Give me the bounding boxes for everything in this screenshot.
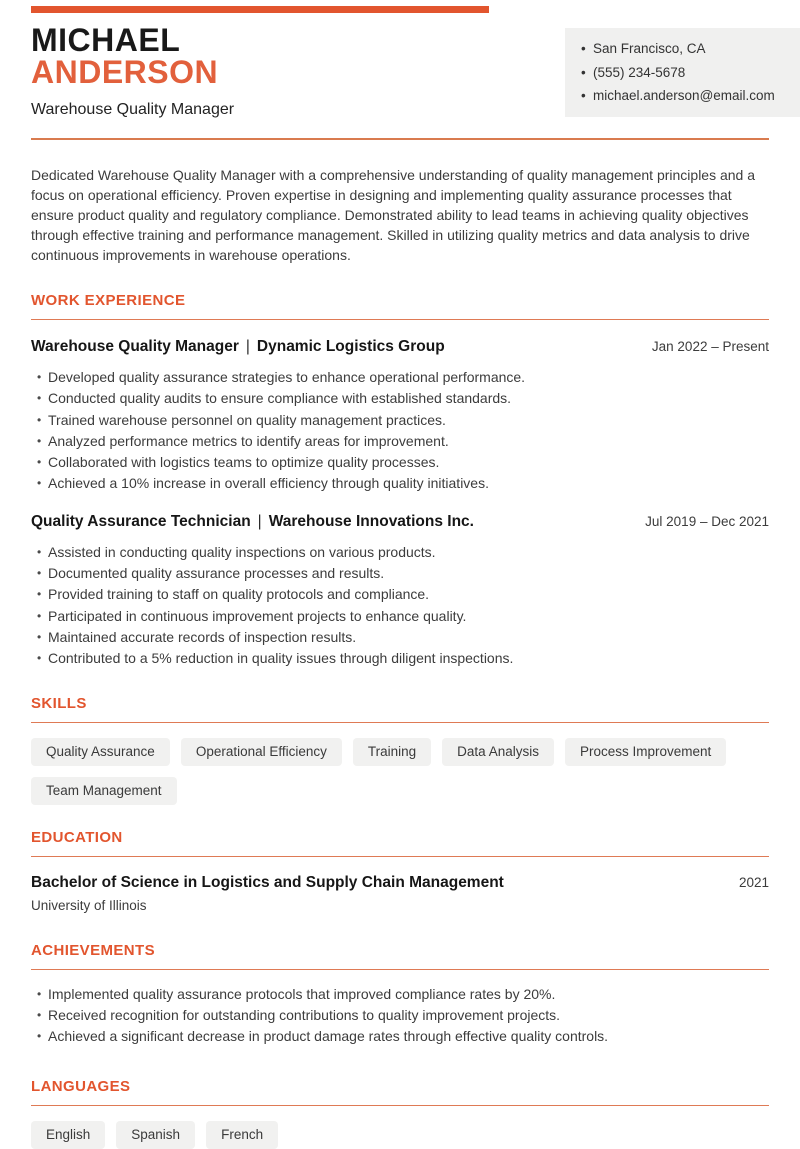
- section-divider: [31, 722, 769, 723]
- job-title-row: [31, 338, 769, 356]
- contact-phone: • (555) 234-5678: [581, 65, 790, 81]
- education-heading: EDUCATION: [31, 828, 123, 846]
- language-chip: Spanish: [116, 1121, 195, 1149]
- header-divider: [31, 138, 769, 140]
- language-chip: English: [31, 1121, 105, 1149]
- skill-chip: Training: [353, 738, 431, 766]
- job-title-row: [31, 513, 769, 531]
- job-bullet: • Documented quality assurance processes and results.: [31, 563, 769, 584]
- skill-chip: Process Improvement: [565, 738, 726, 766]
- job-title: [31, 338, 445, 356]
- section-divider: [31, 319, 769, 320]
- header: [31, 0, 775, 119]
- degree-row: [31, 874, 769, 892]
- job-bullet: • Conducted quality audits to ensure compliance with established standards.: [31, 388, 769, 409]
- language-chip: French: [206, 1121, 278, 1149]
- contact-card: [565, 28, 800, 117]
- role-title: Warehouse Quality Manager: [31, 101, 235, 118]
- languages-chip-row: [31, 1121, 769, 1149]
- job-company: Warehouse Innovations Inc.: [268, 512, 474, 530]
- job-dates: Jan 2022 – Present: [651, 339, 769, 354]
- skill-chip: Quality Assurance: [31, 738, 170, 766]
- education-year: 2021: [738, 874, 769, 890]
- achievement-bullet: • Received recognition for outstanding contributions to quality improvement projects.: [31, 1005, 769, 1026]
- job-position: Warehouse Quality Manager: [31, 338, 239, 355]
- section-work-experience: [31, 292, 769, 670]
- title-separator: |: [257, 512, 262, 530]
- section-divider: [31, 1105, 769, 1106]
- job-bullet: • Maintained accurate records of inspection results.: [31, 627, 769, 648]
- achievement-bullet: • Implemented quality assurance protocols that improved compliance rates by 20%.: [31, 984, 769, 1005]
- skills-chip-row: [31, 738, 769, 805]
- section-education: [31, 829, 769, 913]
- job-bullet-list: [31, 367, 769, 495]
- section-languages: [31, 1078, 769, 1149]
- section-skills: [31, 695, 769, 805]
- job-company: Dynamic Logistics Group: [256, 338, 445, 355]
- work-experience-heading: WORK EXPERIENCE: [31, 292, 186, 309]
- job-bullet: • Trained warehouse personnel on quality management practices.: [31, 410, 769, 431]
- job-bullet: • Achieved a 10% increase in overall efficiency through quality initiatives.: [31, 473, 769, 494]
- achievement-bullet: • Achieved a significant decrease in product damage rates through effective quality controls.: [31, 1026, 769, 1047]
- job-title: [31, 513, 474, 531]
- identity-block: [31, 0, 234, 119]
- school-name: University of Illinois: [31, 897, 147, 913]
- summary-paragraph: Dedicated Warehouse Quality Manager with a comprehensive understanding of quality management principles and a focus on operational efficiency. Proven expertise in designing and implementing quality assurance processes that ensure product quality and regulatory compliance. Demonstrated ability to lead teams in achieving quality objectives through effective training and performance management. Skilled in utilizing quality metrics and data analysis to drive continuous improvements in warehouse operations.: [31, 167, 756, 263]
- job-bullet: • Collaborated with logistics teams to optimize quality processes.: [31, 452, 769, 473]
- section-divider: [31, 969, 769, 970]
- job-entry: [31, 338, 769, 495]
- job-entry: [31, 513, 769, 670]
- section-achievements: [31, 942, 769, 1048]
- job-bullet: • Contributed to a 5% reduction in quality issues through diligent inspections.: [31, 648, 769, 669]
- first-name: MICHAEL: [31, 22, 181, 58]
- skill-chip: Data Analysis: [442, 738, 554, 766]
- degree-title: Bachelor of Science in Logistics and Supply Chain Management: [31, 873, 504, 891]
- skills-heading: SKILLS: [31, 694, 87, 712]
- job-bullet: • Provided training to staff on quality protocols and compliance.: [31, 584, 769, 605]
- job-position: Quality Assurance Technician: [31, 512, 251, 530]
- title-separator: |: [245, 338, 250, 355]
- skill-chip: Team Management: [31, 777, 177, 805]
- accent-top-bar: [31, 6, 489, 13]
- achievements-heading: ACHIEVEMENTS: [31, 941, 155, 959]
- job-bullet: • Developed quality assurance strategies to enhance operational performance.: [31, 367, 769, 388]
- last-name: ANDERSON: [31, 54, 219, 90]
- job-bullet: • Participated in continuous improvement projects to enhance quality.: [31, 606, 769, 627]
- contact-list: [581, 41, 790, 104]
- job-bullet: • Assisted in conducting quality inspections on various products.: [31, 542, 769, 563]
- contact-email: • michael.anderson@email.com: [581, 88, 790, 104]
- contact-location: • San Francisco, CA: [581, 41, 790, 57]
- skill-chip: Operational Efficiency: [181, 738, 342, 766]
- job-dates: Jul 2019 – Dec 2021: [645, 513, 769, 529]
- achievements-bullet-list: [31, 984, 769, 1048]
- job-bullet-list: [31, 542, 769, 670]
- section-divider: [31, 856, 769, 857]
- job-bullet: • Analyzed performance metrics to identify areas for improvement.: [31, 431, 769, 452]
- languages-heading: LANGUAGES: [31, 1078, 131, 1096]
